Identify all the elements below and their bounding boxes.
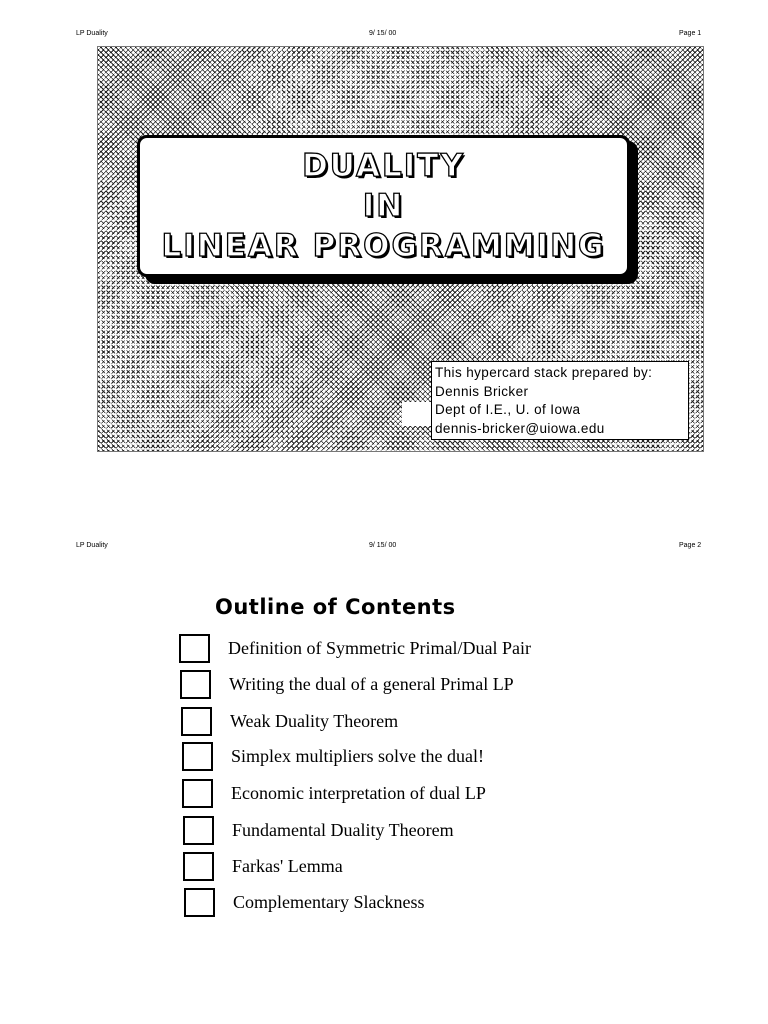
credit-tab bbox=[402, 402, 432, 426]
credit-box bbox=[431, 361, 689, 440]
outline-item-label: Simplex multipliers solve the dual! bbox=[231, 746, 484, 766]
outline-item[interactable] bbox=[180, 852, 700, 884]
header-page-number: Page 2 bbox=[679, 542, 702, 549]
outline-title: Outline of Contents bbox=[215, 595, 456, 619]
outline-checkbox[interactable] bbox=[182, 742, 213, 771]
credit-line: Dept of I.E., U. of Iowa bbox=[435, 402, 581, 417]
outline-item[interactable] bbox=[181, 888, 701, 920]
credit-line: This hypercard stack prepared by: bbox=[435, 365, 653, 380]
outline-item[interactable] bbox=[179, 779, 699, 811]
title-line: IN bbox=[362, 188, 405, 224]
title-slide bbox=[97, 46, 704, 452]
header-date: 9/ 15/ 00 bbox=[369, 542, 397, 549]
header-document-title: LP Duality bbox=[76, 542, 108, 549]
header-document-title: LP Duality bbox=[76, 30, 108, 37]
outline-item-label: Writing the dual of a general Primal LP bbox=[229, 674, 514, 694]
outline-item-label: Complementary Slackness bbox=[233, 892, 425, 912]
title-line: LINEAR PROGRAMMING bbox=[161, 228, 606, 264]
outline-checkbox[interactable] bbox=[180, 670, 211, 699]
outline-item[interactable] bbox=[178, 707, 698, 739]
outline-item-label: Definition of Symmetric Primal/Dual Pair bbox=[228, 638, 531, 658]
header-date: 9/ 15/ 00 bbox=[369, 30, 397, 37]
outline-checkbox[interactable] bbox=[179, 634, 210, 663]
outline-item[interactable] bbox=[179, 742, 699, 774]
outline-item-label: Economic interpretation of dual LP bbox=[231, 783, 486, 803]
outline-item[interactable] bbox=[177, 670, 697, 702]
outline-item-label: Fundamental Duality Theorem bbox=[232, 820, 454, 840]
page-header bbox=[0, 542, 768, 554]
header-page-number: Page 1 bbox=[679, 30, 702, 37]
title-line: DUALITY bbox=[302, 148, 465, 184]
outline-checkbox[interactable] bbox=[183, 816, 214, 845]
outline-checkbox[interactable] bbox=[184, 888, 215, 917]
page-header bbox=[0, 30, 768, 42]
outline-checkbox[interactable] bbox=[182, 779, 213, 808]
outline-checkbox[interactable] bbox=[181, 707, 212, 736]
credit-email: dennis-bricker@uiowa.edu bbox=[435, 420, 605, 436]
outline-item-label: Weak Duality Theorem bbox=[230, 711, 399, 731]
outline-checkbox[interactable] bbox=[183, 852, 214, 881]
outline-item-label: Farkas' Lemma bbox=[232, 856, 343, 876]
credit-line: Dennis Bricker bbox=[435, 383, 529, 399]
outline-item[interactable] bbox=[180, 816, 700, 848]
outline-item[interactable] bbox=[176, 634, 696, 666]
title-card bbox=[137, 135, 630, 277]
